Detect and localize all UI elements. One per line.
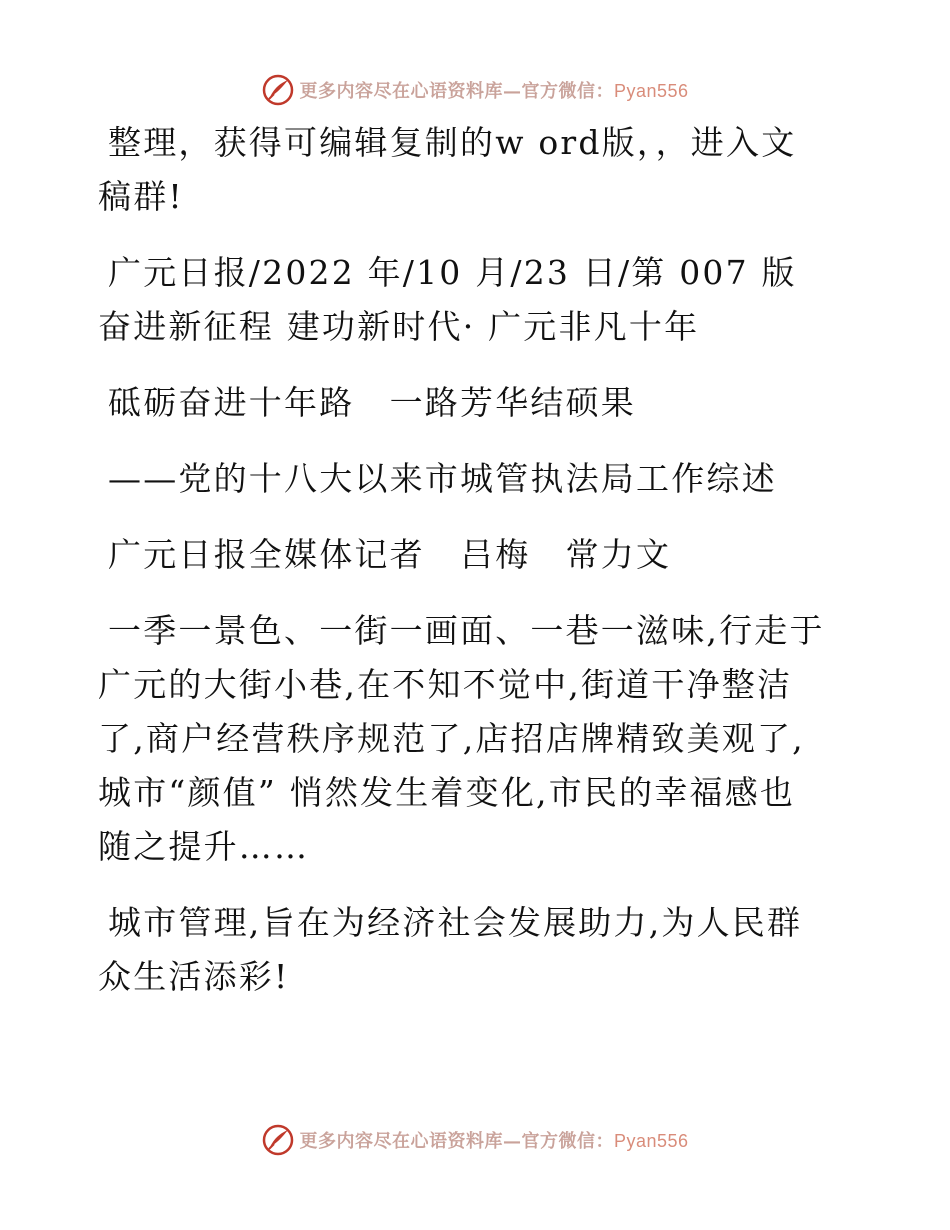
banner-text <box>299 77 688 103</box>
footer-watermark <box>0 1120 950 1160</box>
article-title: 砥砺奋进十年路 一路芳华结硕果 <box>108 383 636 422</box>
paragraph-source: 广元日报/2022 年/10 月/23 日/第 007 版奋进新征程 建功新时代· 广元非凡十年 <box>98 253 797 346</box>
banner-text <box>299 1127 688 1153</box>
article-byline: 广元日报全媒体记者 吕梅 常力文 <box>108 535 672 574</box>
banner-site: 更多内容尽在心语资料库—官方微信： <box>299 1131 614 1152</box>
header-watermark <box>0 70 950 110</box>
banner-wechat: Pyan556 <box>613 81 689 101</box>
paragraph-intro: 整理，获得可编辑复制的w ord版，，进入文稿群! <box>98 123 797 216</box>
article-subtitle: ——党的十八大以来市城管执法局工作综述 <box>108 459 777 498</box>
banner-site: 更多内容尽在心语资料库—官方微信： <box>299 81 614 102</box>
paragraph-body-2: 城市管理,旨在为经济社会发展助力,为人民群众生活添彩! <box>98 903 803 996</box>
paragraph-body-1: 一季一景色、一街一画面、一巷一滋味,行走于广元的大街小巷,在不知不觉中,街道干净整洁了,商户经营秩序规范了,店招店牌精致美观了,城市“颜值” 悄然发生着变化,市民的幸福感也随之提升…… <box>98 611 825 866</box>
document-body <box>98 116 828 1026</box>
banner-wechat: Pyan556 <box>613 1131 689 1151</box>
quill-logo-icon <box>261 73 295 107</box>
quill-logo-icon <box>261 1123 295 1157</box>
